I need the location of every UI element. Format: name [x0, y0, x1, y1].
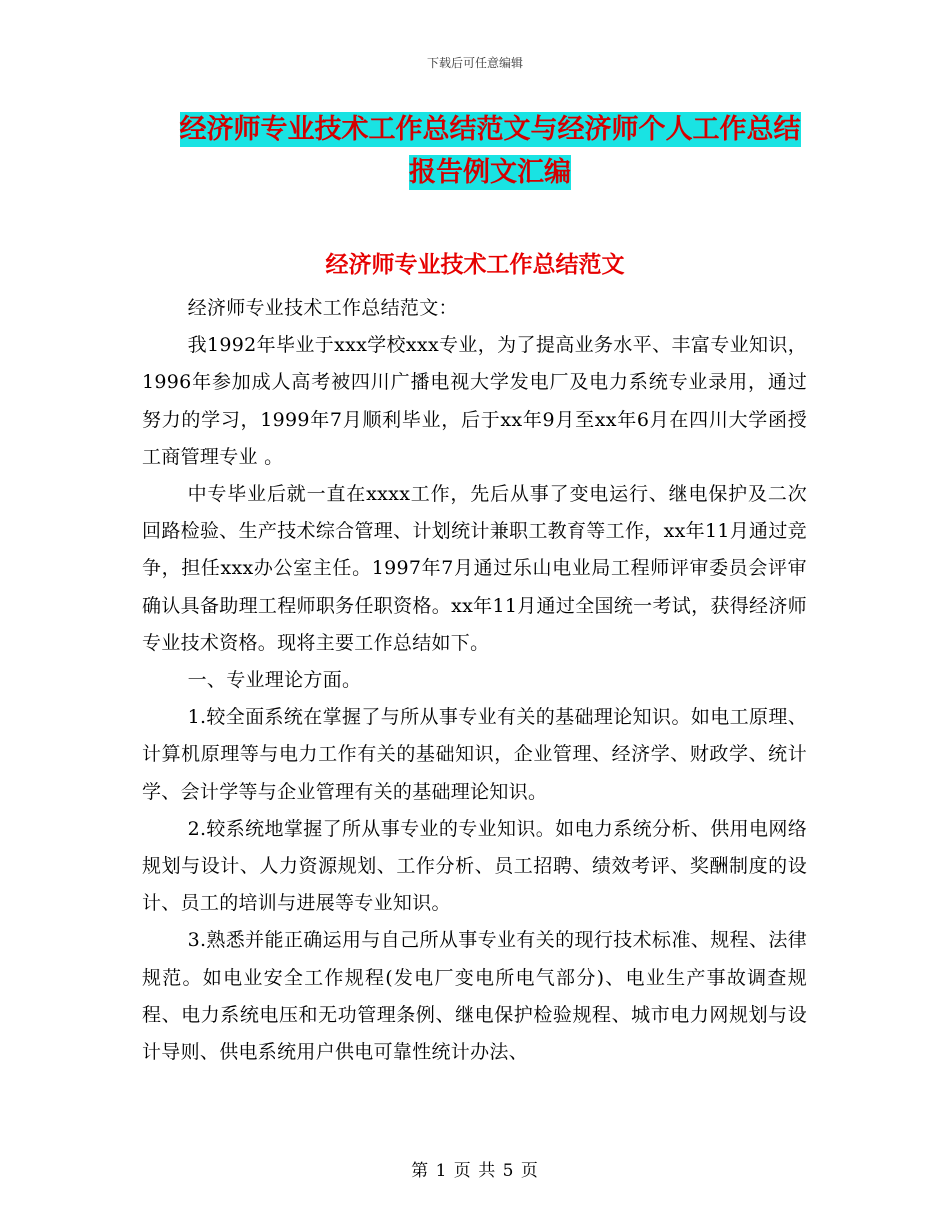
main-title-line-1: 经济师专业技术工作总结范文与经济师个人工作总结: [179, 114, 801, 145]
paragraph: 我1992年毕业于xxx学校xxx专业，为了提高业务水平、丰富专业知识，1996年参加成人高考被四川广播电视大学发电厂及电力系统专业录用，通过努力的学习，1999年7月顺利毕业，后于xx年9月至xx年6月在四川大学函授工商管理专业 。: [142, 334, 807, 468]
section-title: 经济师专业技术工作总结范文: [325, 251, 625, 278]
paragraph: 1.较全面系统在掌握了与所从事专业有关的基础理论知识。如电工原理、计算机原理等与电力工作有关的基础知识，企业管理、经济学、财政学、统计学、会计学等与企业管理有关的基础理论知识。: [142, 706, 807, 803]
paragraph: 一、专业理论方面。: [187, 669, 362, 692]
page-footer: 第 1 页 共 5 页: [411, 1161, 539, 1181]
header-note: 下载后可任意编辑: [426, 56, 523, 70]
paragraph: 2.较系统地掌握了所从事专业的专业知识。如电力系统分析、供用电网络规划与设计、人力资源规划、工作分析、员工招聘、绩效考评、奖酬制度的设计、员工的培训与进展等专业知识。: [142, 817, 807, 915]
paragraph: 中专毕业后就一直在xxxx工作，先后从事了变电运行、继电保护及二次回路检验、生产技术综合管理、计划统计兼职工教育等工作，xx年11月通过竞争，担任xxx办公室主任。1997年7月通过乐山电业局工程师评审委员会评审确认具备助理工程师职务任职资格。xx年11月通过全国统一考试，获得经济师专业技术资格。现将主要工作总结如下。: [142, 483, 807, 654]
paragraph: 3.熟悉并能正确运用与自己所从事专业有关的现行技术标准、规程、法律规范。如电业安全工作规程(发电厂变电所电气部分)、电业生产事故调查规程、电力系统电压和无功管理条例、继电保护检验规程、城市电力网规划与设计导则、供电系统用户供电可靠性统计办法、: [142, 929, 807, 1064]
paragraph: 经济师专业技术工作总结范文：: [187, 297, 458, 319]
body-text: [142, 290, 807, 1071]
main-title: [170, 108, 810, 194]
main-title-line-2: 报告例文汇编: [409, 157, 571, 188]
